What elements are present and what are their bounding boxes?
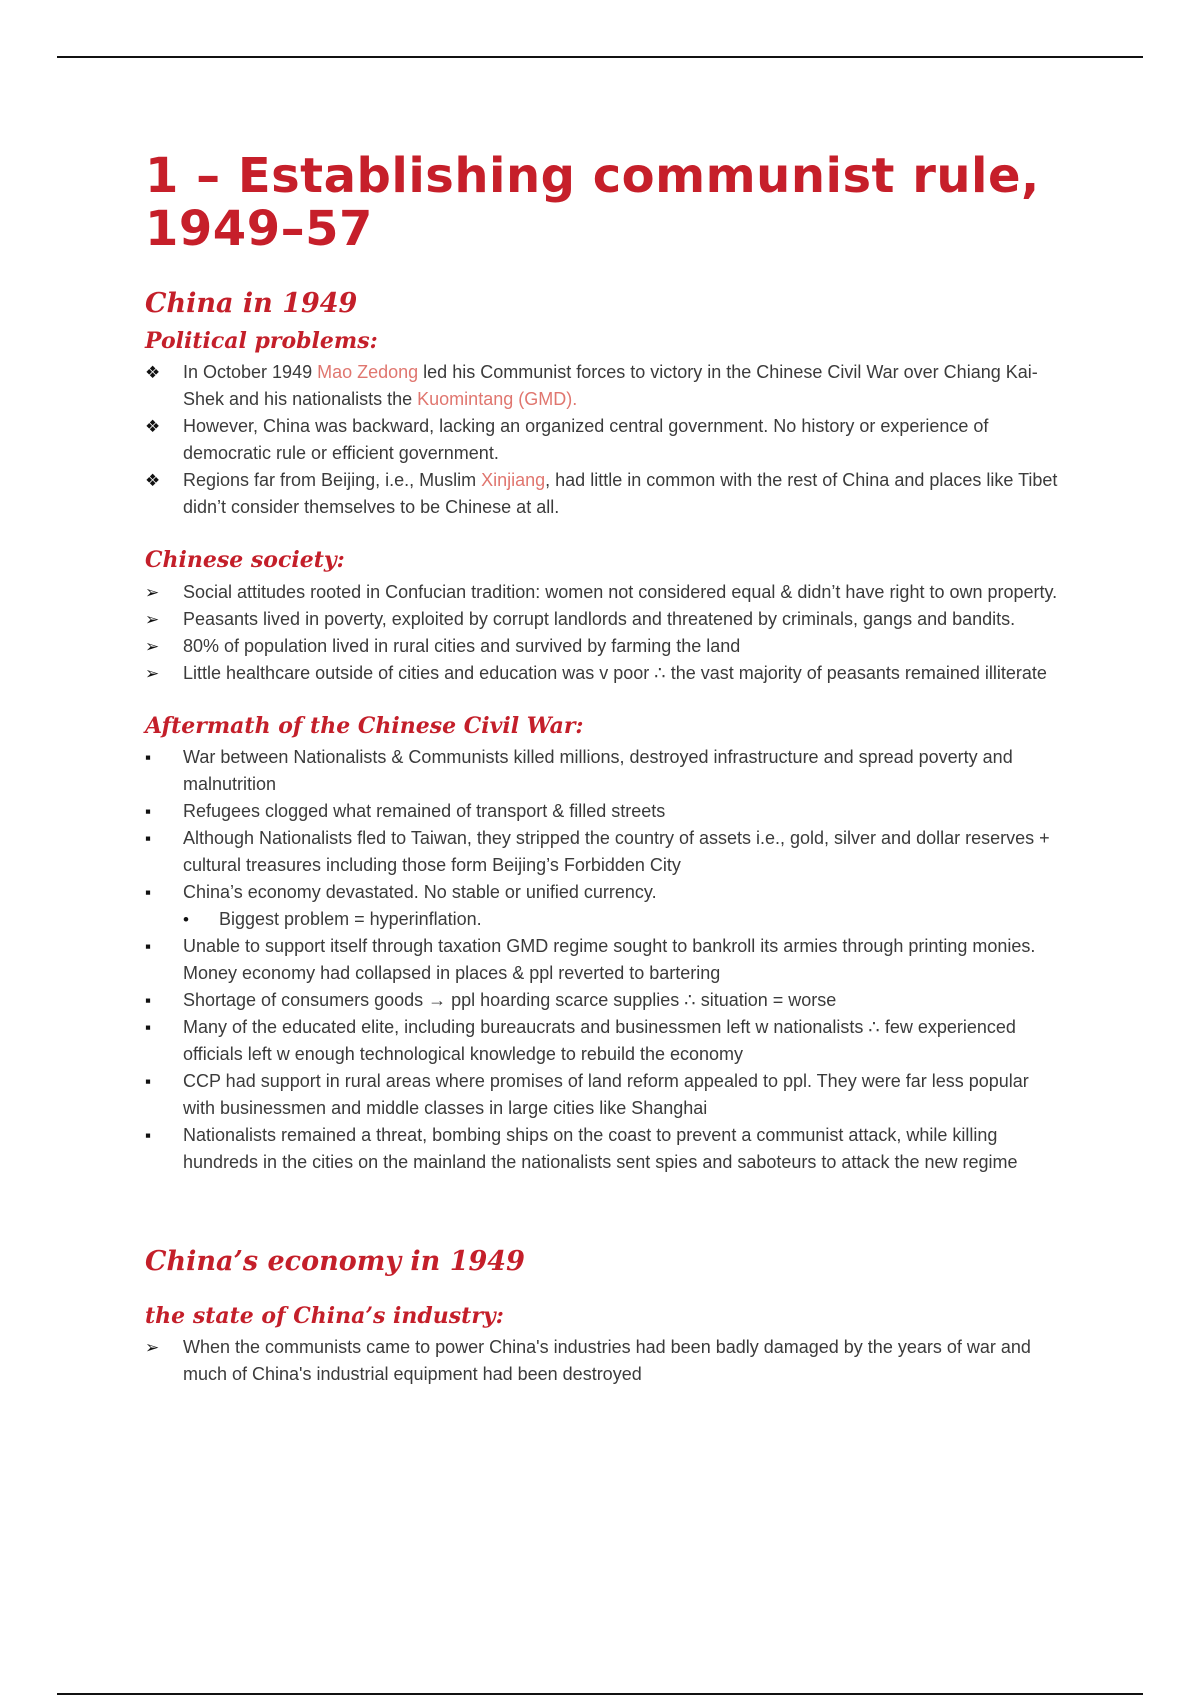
highlight-term: Mao Zedong xyxy=(317,362,419,383)
list-item: ▪ War between Nationalists & Communists killed millions, destroyed infrastructure and spread poverty and malnutrition xyxy=(145,744,1065,798)
list-item: ❖ However, China was backward, lacking an organized central government. No history or experience of democratic rule or efficient government. xyxy=(145,413,1065,467)
section-heading-china-economy-1949: China’s economy in 1949 xyxy=(145,1246,525,1278)
list-item: ▪ Unable to support itself through taxation GMD regime sought to bankroll its armies through printing monies. Money economy had collapsed in places & ppl reverted to bartering xyxy=(145,933,1065,987)
arrow-bullet-icon: ➢ xyxy=(145,582,160,602)
document-title: 1 – Establishing communist rule, 1949–57 xyxy=(145,148,1040,257)
diamond-bullet-icon: ❖ xyxy=(145,363,161,383)
list-item: ❖ Regions far from Beijing, i.e., Muslim Xinjiang, had little in common with the rest of China and places like Tibet didn’t consider themselves to be Chinese at all. xyxy=(145,467,1065,521)
list-item: ▪ Refugees clogged what remained of transport & filled streets xyxy=(145,798,1065,825)
political-problems-list xyxy=(145,359,1065,521)
highlight-term: Xinjiang xyxy=(481,470,546,491)
diamond-bullet-icon: ❖ xyxy=(145,417,161,437)
top-rule xyxy=(57,56,1143,58)
square-bullet-icon: ▪ xyxy=(145,1018,152,1038)
square-bullet-icon: ▪ xyxy=(145,748,152,768)
arrow-bullet-icon: ➢ xyxy=(145,663,160,683)
list-item: ➢ When the communists came to power China's industries had been badly damaged by the years of war and much of China's industrial equipment had been destroyed xyxy=(145,1334,1065,1388)
square-bullet-icon: ▪ xyxy=(145,883,152,903)
diamond-bullet-icon: ❖ xyxy=(145,471,161,491)
china-industry-list xyxy=(145,1334,1065,1388)
square-bullet-icon: ▪ xyxy=(145,802,152,822)
list-item: ▪ Shortage of consumers goods → ppl hoarding scarce supplies ∴ situation = worse xyxy=(145,987,1065,1014)
section-heading-china-1949: China in 1949 xyxy=(145,287,358,319)
aftermath-list xyxy=(145,744,1065,1176)
square-bullet-icon: ▪ xyxy=(145,937,152,957)
aftermath-section xyxy=(145,713,1065,1177)
list-item: ➢ Little healthcare outside of cities and education was v poor ∴ the vast majority of peasants remained illiterate xyxy=(145,660,1065,687)
subheading-chinese-society: Chinese society: xyxy=(145,547,345,574)
list-item: ▪ Nationalists remained a threat, bombing ships on the coast to prevent a communist attack, while killing hundreds in the cities on the mainland the nationalists sent spies and saboteurs to attack the new regime xyxy=(145,1122,1065,1176)
square-bullet-icon: ▪ xyxy=(145,991,152,1011)
list-item: ▪ China’s economy devastated. No stable or unified currency. xyxy=(145,879,1065,906)
square-bullet-icon: ▪ xyxy=(145,1126,152,1146)
list-item: ▪ CCP had support in rural areas where promises of land reform appealed to ppl. They were far less popular with businessmen and middle classes in large cities like Shanghai xyxy=(145,1068,1065,1122)
chinese-society-list xyxy=(145,579,1065,687)
subheading-china-industry: the state of China’s industry: xyxy=(145,1302,504,1329)
list-item: ❖ In October 1949 Mao Zedong led his Communist forces to victory in the Chinese Civil War over Chiang Kai-Shek and his nationalists the Kuomintang (GMD). xyxy=(145,359,1065,413)
dot-bullet-icon: • xyxy=(183,910,189,930)
subheading-political-problems: Political problems: xyxy=(145,327,378,354)
china-industry-section xyxy=(145,1303,1065,1389)
document-page xyxy=(145,150,1065,1414)
list-item: ➢ Peasants lived in poverty, exploited by corrupt landlords and threatened by criminals, gangs and bandits. xyxy=(145,606,1065,633)
arrow-bullet-icon: ➢ xyxy=(145,1338,160,1358)
subheading-aftermath: Aftermath of the Chinese Civil War: xyxy=(145,712,584,739)
square-bullet-icon: ▪ xyxy=(145,829,152,849)
list-item: ➢ 80% of population lived in rural cities and survived by farming the land xyxy=(145,633,1065,660)
highlight-term: Kuomintang (GMD). xyxy=(417,389,578,410)
list-item: ▪ Although Nationalists fled to Taiwan, they stripped the country of assets i.e., gold, silver and dollar reserves + cultural treasures including those form Beijing’s Forbidden City xyxy=(145,825,1065,879)
list-item: ➢ Social attitudes rooted in Confucian tradition: women not considered equal & didn’t have right to own property. xyxy=(145,579,1065,606)
square-bullet-icon: ▪ xyxy=(145,1072,152,1092)
chinese-society-section xyxy=(145,547,1065,687)
list-item: ▪ Many of the educated elite, including bureaucrats and businessmen left w nationalists ∴ few experienced officials left w enough technological knowledge to rebuild the economy xyxy=(145,1014,1065,1068)
bottom-rule xyxy=(57,1693,1143,1695)
arrow-bullet-icon: ➢ xyxy=(145,609,160,629)
political-problems-section xyxy=(145,328,1065,522)
arrow-bullet-icon: ➢ xyxy=(145,636,160,656)
sub-list-item: • Biggest problem = hyperinflation. xyxy=(145,906,1065,933)
